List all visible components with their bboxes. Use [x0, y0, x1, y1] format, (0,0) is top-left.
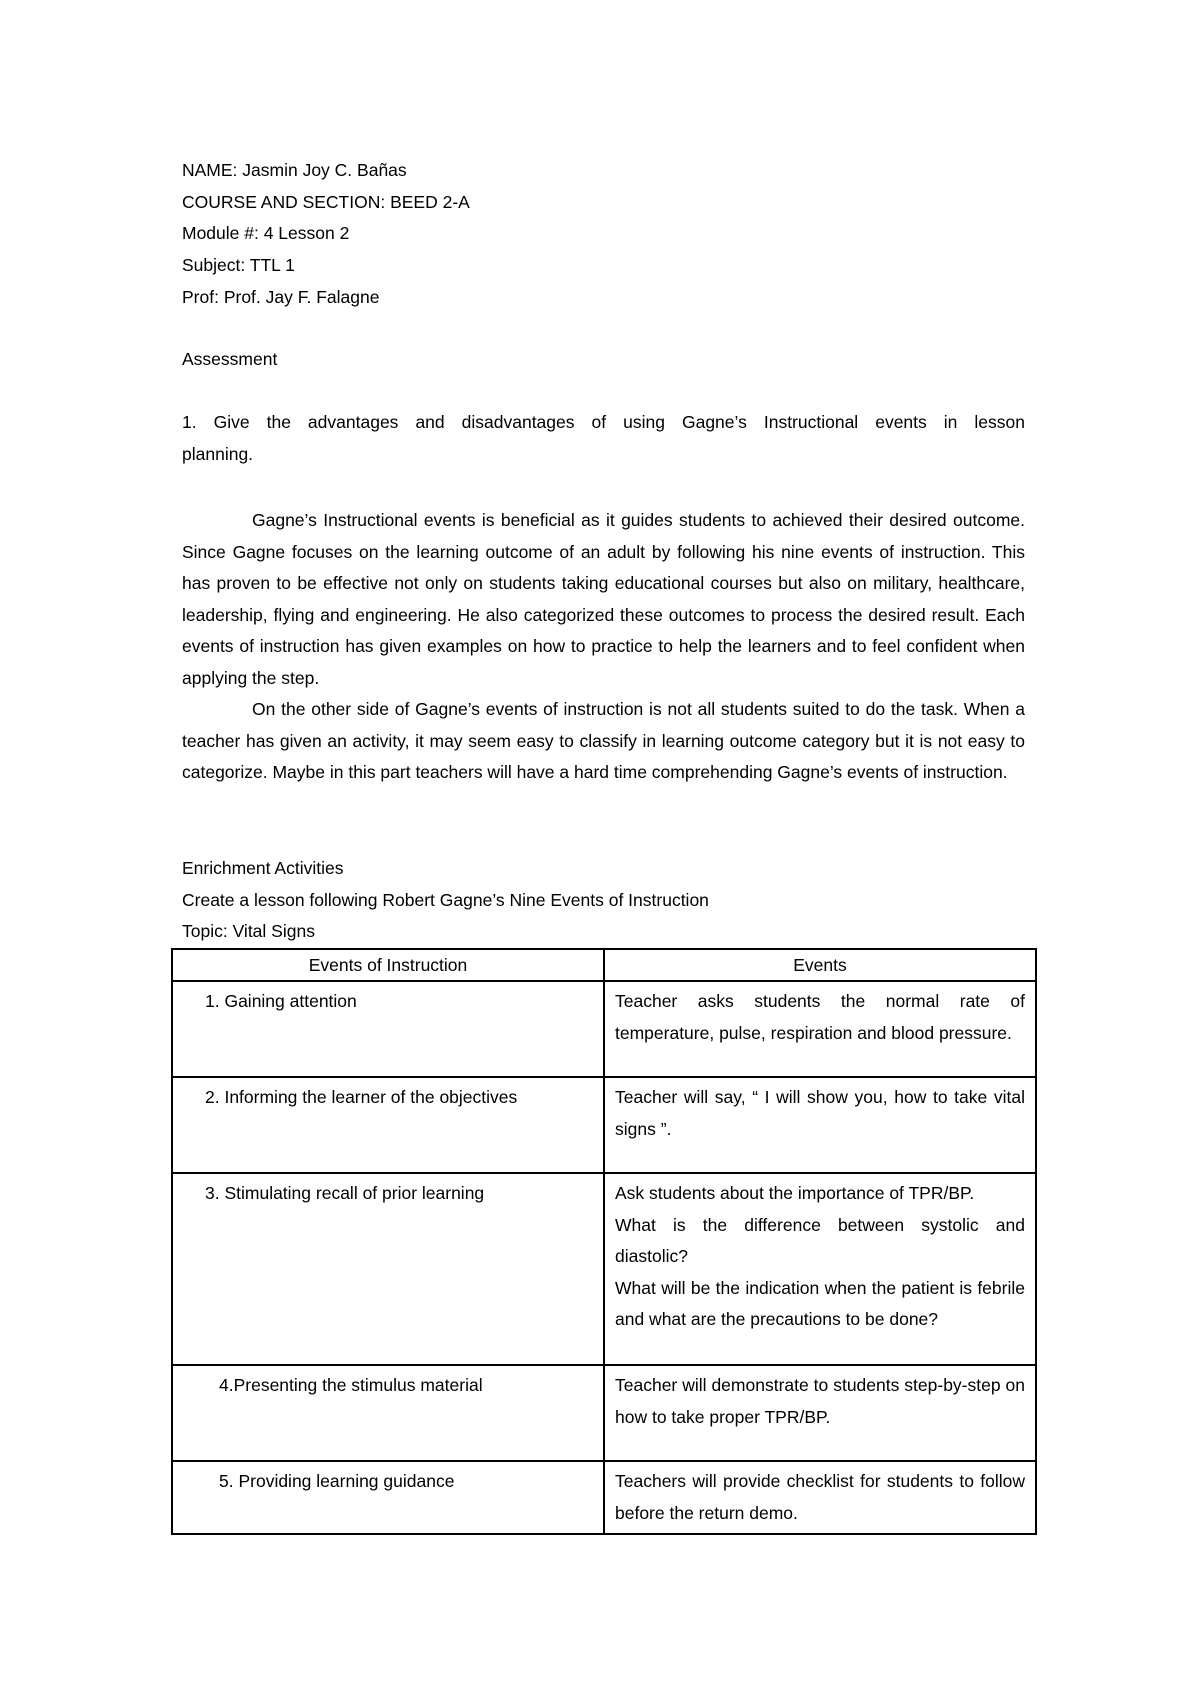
instruction-step	[172, 981, 604, 1077]
header-events: Events	[604, 949, 1036, 981]
instruction-step	[172, 1077, 604, 1173]
step-label: 1. Gaining attention	[205, 991, 357, 1011]
answer-paragraph-2-text: On the other side of Gagne’s events of instruction is not all students suited to do the task. When a teacher has given an activity, it may seem easy to classify in learning outcome category but it is not easy to categorize. Maybe in this part teachers will have a hard time comprehending Gagne’s events of instruction.	[182, 699, 1025, 782]
student-name: NAME: Jasmin Joy C. Bañas	[182, 160, 407, 180]
answer-paragraph-2	[182, 694, 1025, 789]
question-line-2: planning.	[182, 444, 254, 464]
table-header-row	[172, 949, 1036, 981]
table-row	[172, 1173, 1036, 1365]
event-description: Teachers will provide checklist for students to follow before the return demo.	[604, 1461, 1036, 1534]
event-line: What is the difference between systolic and diastolic?	[615, 1214, 1025, 1266]
instruction-step	[172, 1365, 604, 1461]
answer-paragraph-1	[182, 505, 1025, 694]
event-description: Teacher will say, “ I will show you, how to take vital signs ”.	[604, 1077, 1036, 1173]
step-label: 5. Providing learning guidance	[219, 1471, 455, 1491]
step-label: 2. Informing the learner of the objectives	[205, 1087, 518, 1107]
assessment-heading: Assessment	[182, 349, 278, 369]
subject: Subject: TTL 1	[182, 255, 295, 275]
module-number: Module #: 4 Lesson 2	[182, 223, 350, 243]
table-row	[172, 1461, 1036, 1534]
table-row	[172, 1077, 1036, 1173]
event-line: What will be the indication when the patient is febrile and what are the precautions to be done?	[615, 1277, 1025, 1329]
event-description: Teacher asks students the normal rate of temperature, pulse, respiration and blood pressure.	[604, 981, 1036, 1077]
step-label: 3. Stimulating recall of prior learning	[205, 1183, 485, 1203]
answer-paragraph-1-text: Gagne’s Instructional events is beneficial as it guides students to achieved their desired outcome. Since Gagne focuses on the learning outcome of an adult by following his nine events of instruction. This has proven to be effective not only on students taking educational courses but also on military, healthcare, leadership, flying and engineering. He also categorized these outcomes to process the desired result. Each events of instruction has given examples on how to practice to help the learners and to feel confident when applying the step.	[182, 510, 1025, 688]
question-line-1: 1. Give the advantages and disadvantages of using Gagne’s Instructional events in lesson	[182, 412, 1025, 432]
enrichment-topic: Topic: Vital Signs	[182, 921, 315, 941]
instruction-step	[172, 1173, 604, 1365]
course-section: COURSE AND SECTION: BEED 2-A	[182, 192, 470, 212]
professor: Prof: Prof. Jay F. Falagne	[182, 287, 380, 307]
instruction-step	[172, 1461, 604, 1534]
enrichment-heading: Enrichment Activities	[182, 858, 344, 878]
enrichment-instruction: Create a lesson following Robert Gagne’s Nine Events of Instruction	[182, 890, 709, 910]
event-line: Ask students about the importance of TPR/BP.	[615, 1183, 975, 1203]
event-description: Teacher will demonstrate to students step-by-step on how to take proper TPR/BP.	[604, 1365, 1036, 1461]
event-description	[604, 1173, 1036, 1365]
table-row	[172, 1365, 1036, 1461]
events-table	[171, 948, 1037, 1535]
table-row	[172, 981, 1036, 1077]
header-events-of-instruction: Events of Instruction	[172, 949, 604, 981]
step-label: 4.Presenting the stimulus material	[219, 1375, 483, 1395]
